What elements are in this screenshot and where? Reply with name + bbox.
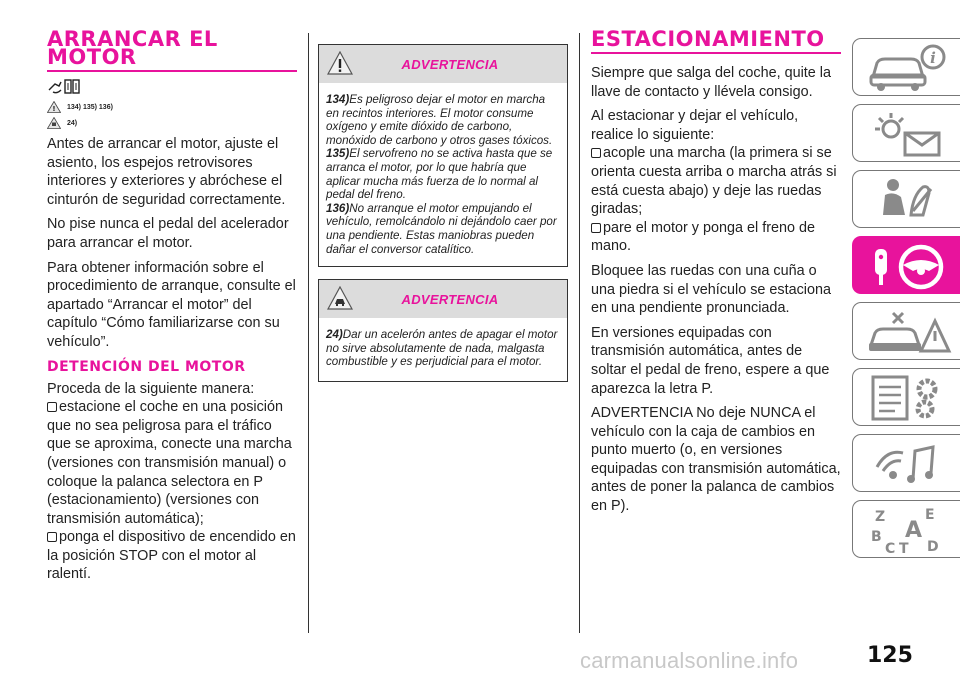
- checkbox-bullet-icon: [47, 402, 57, 412]
- list-item: ponga el dispositivo de encendido en la posición STOP con el motor al ralentí.: [47, 529, 296, 583]
- caution-triangle-icon: [47, 117, 61, 129]
- checkbox-bullet-icon: [47, 532, 57, 542]
- seat-safety-icon: [863, 175, 953, 225]
- tab-seat-safety[interactable]: [852, 170, 960, 228]
- list-item: estacione el coche en una posición que no sea peligrosa para el tráfico que se aproxima, conecte una marcha (versiones con transmisión manual) o coloque la palanca selectora en P (estacionamiento) (versiones con transmisión automática);: [47, 399, 292, 527]
- column-right: [591, 27, 841, 522]
- warning-item: 24)Dar un acelerón antes de apagar el motor no sirve absolutamente de nada, malgasta combustible y es perjudicial para el motor.: [326, 328, 558, 369]
- paragraph-neutral-warning: ADVERTENCIA No deje NUNCA el vehículo con la caja de cambios en punto muerto (o, en versiones equipadas con transmisión automática, antes de poner la palanca de cambios en P).: [591, 405, 841, 515]
- caution-triangle-icon: [327, 286, 353, 310]
- column-left: [47, 27, 297, 590]
- paragraph-automatic: En versiones equipadas con transmisión automática, antes de soltar el pedal de freno, espere a que aparezca la letra P.: [591, 324, 830, 397]
- paragraph-proceed: Proceda de la siguiente manera:: [47, 380, 255, 397]
- tab-steering-wheel[interactable]: [852, 236, 960, 294]
- car-info-icon: [863, 43, 953, 93]
- glove-book-icon: [47, 78, 297, 98]
- warning-item: 135)El servofreno no se activa hasta que se arranca el motor, por lo que habría que aplicar mucha más fuerza de lo normal al pedal del freno.: [326, 147, 553, 202]
- paragraph-accelerator: No pise nunca el pedal del acelerador para arrancar el motor.: [47, 216, 289, 251]
- list-item: pare el motor y ponga el freno de mano.: [591, 219, 815, 255]
- section-heading-detencion: DETENCIÓN DEL MOTOR: [47, 358, 246, 375]
- index-letter: A: [905, 518, 923, 543]
- paragraph-adjust-seat: Antes de arrancar el motor, ajuste el asiento, los espejos retrovisores interiores y exteriores y abróchese el cinturón de seguridad correctamente.: [47, 136, 286, 208]
- index-letter: Z: [875, 509, 886, 525]
- index-letter: B: [871, 529, 882, 545]
- multimedia-icon: [863, 439, 953, 489]
- list-item: acople una marcha (la primera si se orienta cuesta arriba o marcha atrás si está cuesta abajo) y deje las ruedas giradas;: [591, 145, 837, 218]
- warning-triangle-icon: [47, 101, 61, 113]
- section-heading-arrancar: ARRANCAR EL MOTOR: [47, 30, 297, 72]
- steering-wheel-icon: [863, 241, 953, 291]
- warning-item: 134)Es peligroso dejar el motor en marcha en recintos interiores. El motor consume oxígeno y emite dióxido de carbono, monóxido de carbono y otros gases tóxicos.: [326, 93, 553, 147]
- checkbox-bullet-icon: [591, 223, 601, 233]
- tab-dashboard-lights[interactable]: [852, 104, 960, 162]
- tab-alphabet-index[interactable]: [852, 500, 960, 558]
- tab-car-breakdown[interactable]: [852, 302, 960, 360]
- dashboard-lights-icon: [863, 109, 953, 159]
- warning-triangle-icon: [327, 51, 353, 75]
- column-middle: [318, 44, 568, 394]
- paragraph-wheel-chock: Bloquee las ruedas con una cuña o una piedra si el vehículo se estaciona en una pendiente pronunciada.: [591, 262, 831, 317]
- warning-box-1: [318, 44, 568, 267]
- maintenance-icon: [863, 373, 953, 423]
- checkbox-bullet-icon: [591, 148, 601, 158]
- index-letter: D: [927, 539, 939, 555]
- paragraph-parking-steps: Al estacionar y dejar el vehículo, realice lo siguiente:: [591, 108, 799, 143]
- car-breakdown-icon: [863, 307, 953, 357]
- index-letter: C: [885, 541, 896, 555]
- section-heading-estacionamiento: ESTACIONAMIENTO: [591, 30, 841, 54]
- paragraph-more-info: Para obtener información sobre el procedimiento de arranque, consulte el apartado “Arrancar el motor” del capítulo “Cómo familiarizarse con su vehículo”.: [47, 259, 296, 350]
- column-divider: [308, 33, 309, 633]
- index-letter: T: [899, 541, 909, 555]
- watermark: carmanualsonline.info: [580, 648, 799, 673]
- tab-car-info[interactable]: [852, 38, 960, 96]
- warning-title: ADVERTENCIA: [401, 291, 499, 307]
- warning-refs-134-136: 134) 135) 136): [67, 103, 113, 111]
- svg-text:i: i: [930, 49, 936, 67]
- caution-ref-24: 24): [67, 119, 78, 127]
- alphabet-index-icon: [863, 505, 953, 555]
- warning-box-2: [318, 279, 568, 382]
- index-letter: E: [925, 507, 935, 523]
- svg-text:!: !: [52, 105, 56, 113]
- warning-title: ADVERTENCIA: [401, 56, 499, 72]
- warning-item: 136)No arranque el motor empujando el vehículo, remolcándolo ni dejándolo caer por una pendiente. Estas maniobras pueden dañar el conversor catalítico.: [326, 201, 557, 256]
- tab-maintenance[interactable]: [852, 368, 960, 426]
- page-number: 125: [867, 643, 913, 668]
- chapter-tabs: [852, 38, 960, 566]
- tab-multimedia[interactable]: [852, 434, 960, 492]
- column-divider: [579, 33, 580, 633]
- paragraph-remove-key: Siempre que salga del coche, quite la llave de contacto y llévela consigo.: [591, 65, 831, 100]
